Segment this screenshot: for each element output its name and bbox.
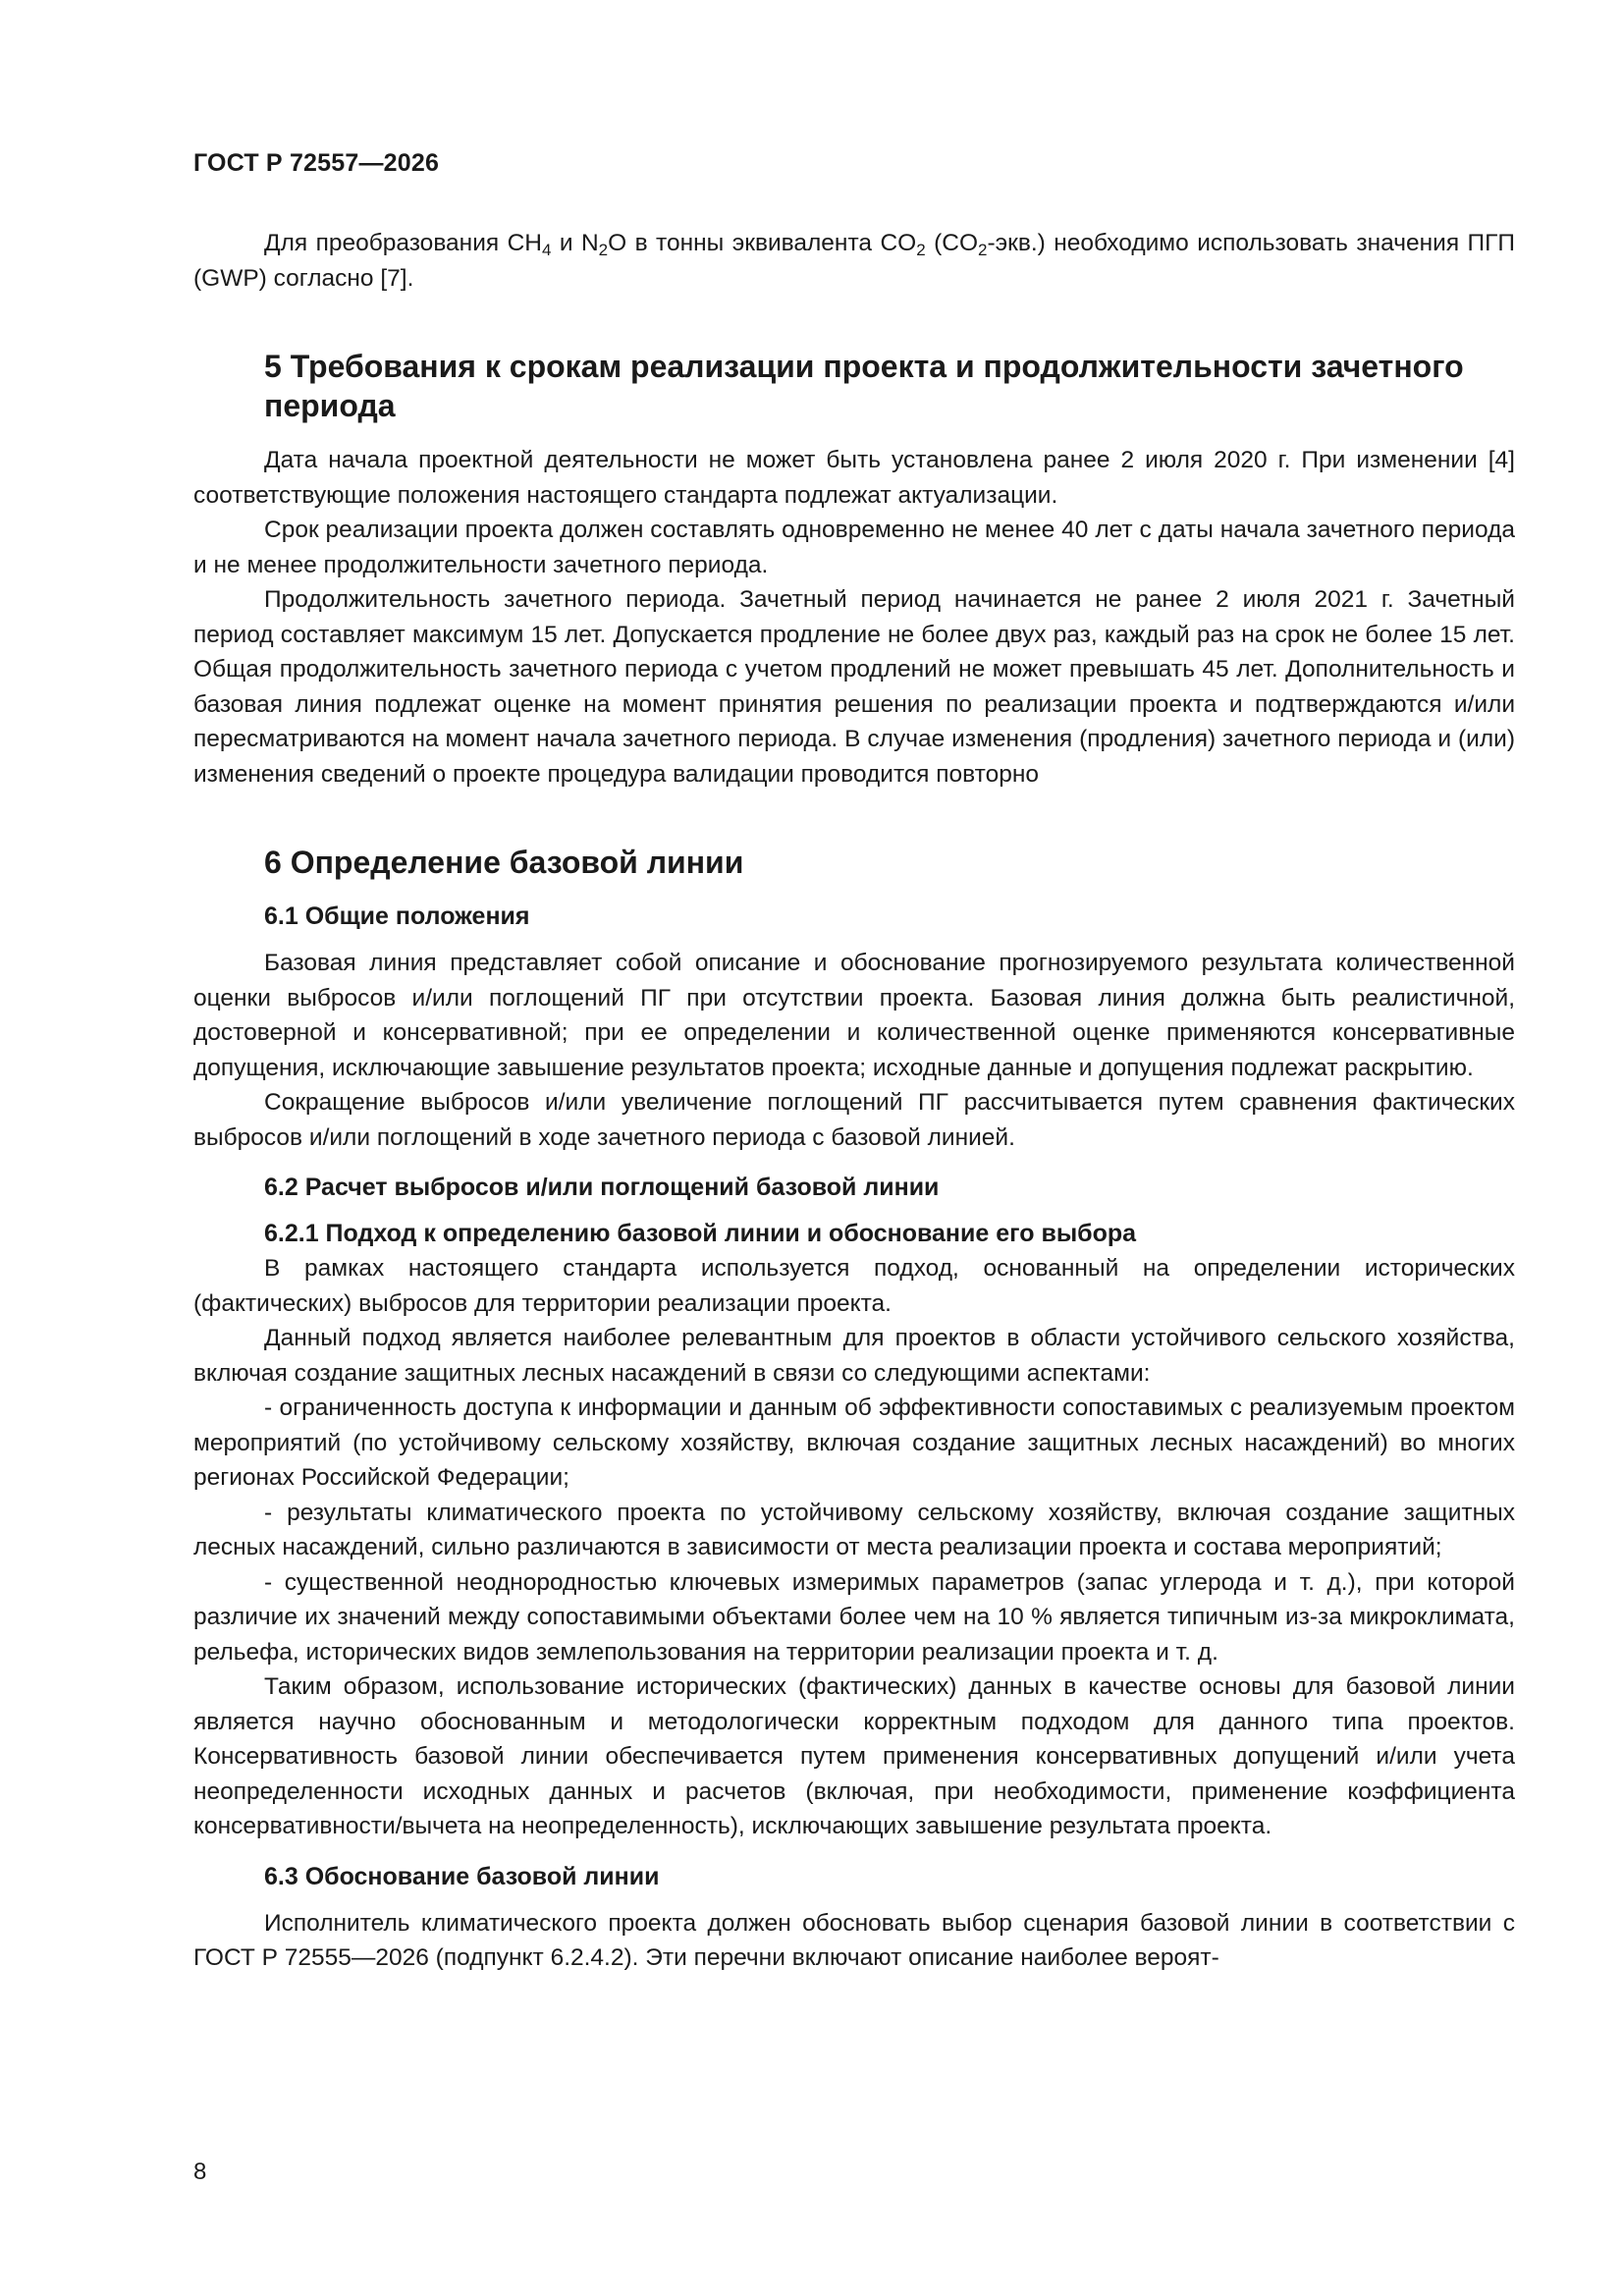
section-6-3-paragraph: Исполнитель климатического проекта должен обосновать выбор сценария базовой линии в соответствии с ГОСТ Р 72555—2026 (подпункт 6.2.4.2). Эти перечни включают описание наиболее вероят- (193, 1909, 1515, 1971)
section-6-1-paragraph: Сокращение выбросов и/или увеличение поглощений ПГ рассчитывается путем сравнения фактических выбросов и/или поглощений в ходе зачетного периода с базовой линией. (193, 1089, 1515, 1151)
section-5-heading: 5 Требования к срокам реализации проекта и продолжительности зачетного периода (264, 349, 1464, 423)
intro-text-b: и N (551, 230, 599, 256)
section-6-2-heading: 6.2 Расчет выбросов и/или поглощений базовой линии (264, 1174, 940, 1201)
section-6-2-1-heading: 6.2.1 Подход к определению базовой линии и обоснование его выбора (264, 1220, 1137, 1247)
intro-sub-4: 2 (978, 241, 988, 259)
section-5-paragraph: Дата начала проектной деятельности не может быть установлена ранее 2 июля 2020 г. При изменении [4] соответствующие положения настоящего стандарта подлежат актуализации. (193, 447, 1515, 509)
list-item: - существенной неоднородностью ключевых измеримых параметров (запас углерода и т. д.), при которой различие их значений между сопоставимыми объектами более чем на 10 % является типичным из-за микроклимата, рельефа, исторических видов землепользования на территории реализации проекта и т. д. (193, 1568, 1515, 1666)
list-item: - ограниченность доступа к информации и данным об эффективности сопоставимых с реализуемым проектом мероприятий (по устойчивому сельскому хозяйству, включая создание защитных лесных насаждений) во многих регионах Российской Федерации; (193, 1394, 1515, 1491)
section-5-paragraph: Продолжительность зачетного периода. Зачетный период начинается не ранее 2 июля 2021 г. Зачетный период составляет максимум 15 лет. Допускается продление не более двух раз, каждый раз на срок не более 15 лет. Общая продолжительность зачетного периода с учетом продлений не может превышать 45 лет. Дополнительность и базовая линия подлежат оценке на момент принятия решения по реализации проекта и подтверждаются и/или пересматриваются на момент начала зачетного периода. В случае изменения (продления) зачетного периода и (или) изменения сведений о проекте процедура валидации проводится повторно (193, 586, 1515, 788)
section-6-1-paragraph: Базовая линия представляет собой описание и обоснование прогнозируемого результата количественной оценки выбросов и/или поглощений ПГ при отсутствии проекта. Базовая линия должна быть реалистичной, достоверной и консервативной; при ее определении и количественной оценке применяются консервативные допущения, исключающие завышение результатов проекта; исходные данные и допущения подлежат раскрытию. (193, 950, 1515, 1081)
section-6-3-heading: 6.3 Обоснование базовой линии (264, 1862, 660, 1890)
list-item: - результаты климатического проекта по устойчивому сельскому хозяйству, включая создание защитных лесных насаждений, сильно различаются в зависимости от места реализации проекта и состава мероприятий; (193, 1499, 1515, 1560)
section-5-paragraph: Срок реализации проекта должен составлять одновременно не менее 40 лет с даты начала зачетного периода и не менее продолжительности зачетного периода. (193, 517, 1515, 578)
intro-paragraph (193, 226, 1515, 296)
page-number: 8 (193, 2159, 207, 2185)
intro-text-e: -экв.) необходимо использовать значения ПГП (GWP) согласно [7]. (193, 230, 1515, 292)
section-6-2-1-paragraph: Данный подход является наиболее релевантным для проектов в области устойчивого сельского хозяйства, включая создание защитных лесных насаждений в связи со следующими аспектами: (193, 1325, 1515, 1387)
section-6-1-heading: 6.1 Общие положения (264, 902, 530, 930)
intro-sub-3: 2 (916, 241, 926, 259)
section-6-heading: 6 Определение базовой линии (264, 845, 744, 880)
section-6-2-1-paragraph: В рамках настоящего стандарта используется подход, основанный на определении исторических (фактических) выбросов для территории реализации проекта. (193, 1255, 1515, 1317)
intro-text-c: O в тонны эквивалента CO (608, 230, 917, 256)
section-6-2-1-paragraph: Таким образом, использование исторических (фактических) данных в качестве основы для базовой линии является научно обоснованным и методологически корректным подходом для данного типа проектов. Консервативность базовой линии обеспечивается путем применения консервативных допущений и/или учета неопределенности исходных данных и расчетов (включая, при необходимости, применение коэффициента консервативности/вычета на неопределенность), исключающих завышение результата проекта. (193, 1673, 1515, 1839)
intro-text-a: Для преобразования CH (264, 230, 542, 256)
document-code-header: ГОСТ Р 72557—2026 (193, 149, 440, 177)
intro-sub-2: 2 (598, 241, 609, 259)
intro-sub-1: 4 (541, 241, 552, 259)
intro-text-d: (CO (925, 230, 979, 256)
page-content (193, 226, 1515, 1976)
